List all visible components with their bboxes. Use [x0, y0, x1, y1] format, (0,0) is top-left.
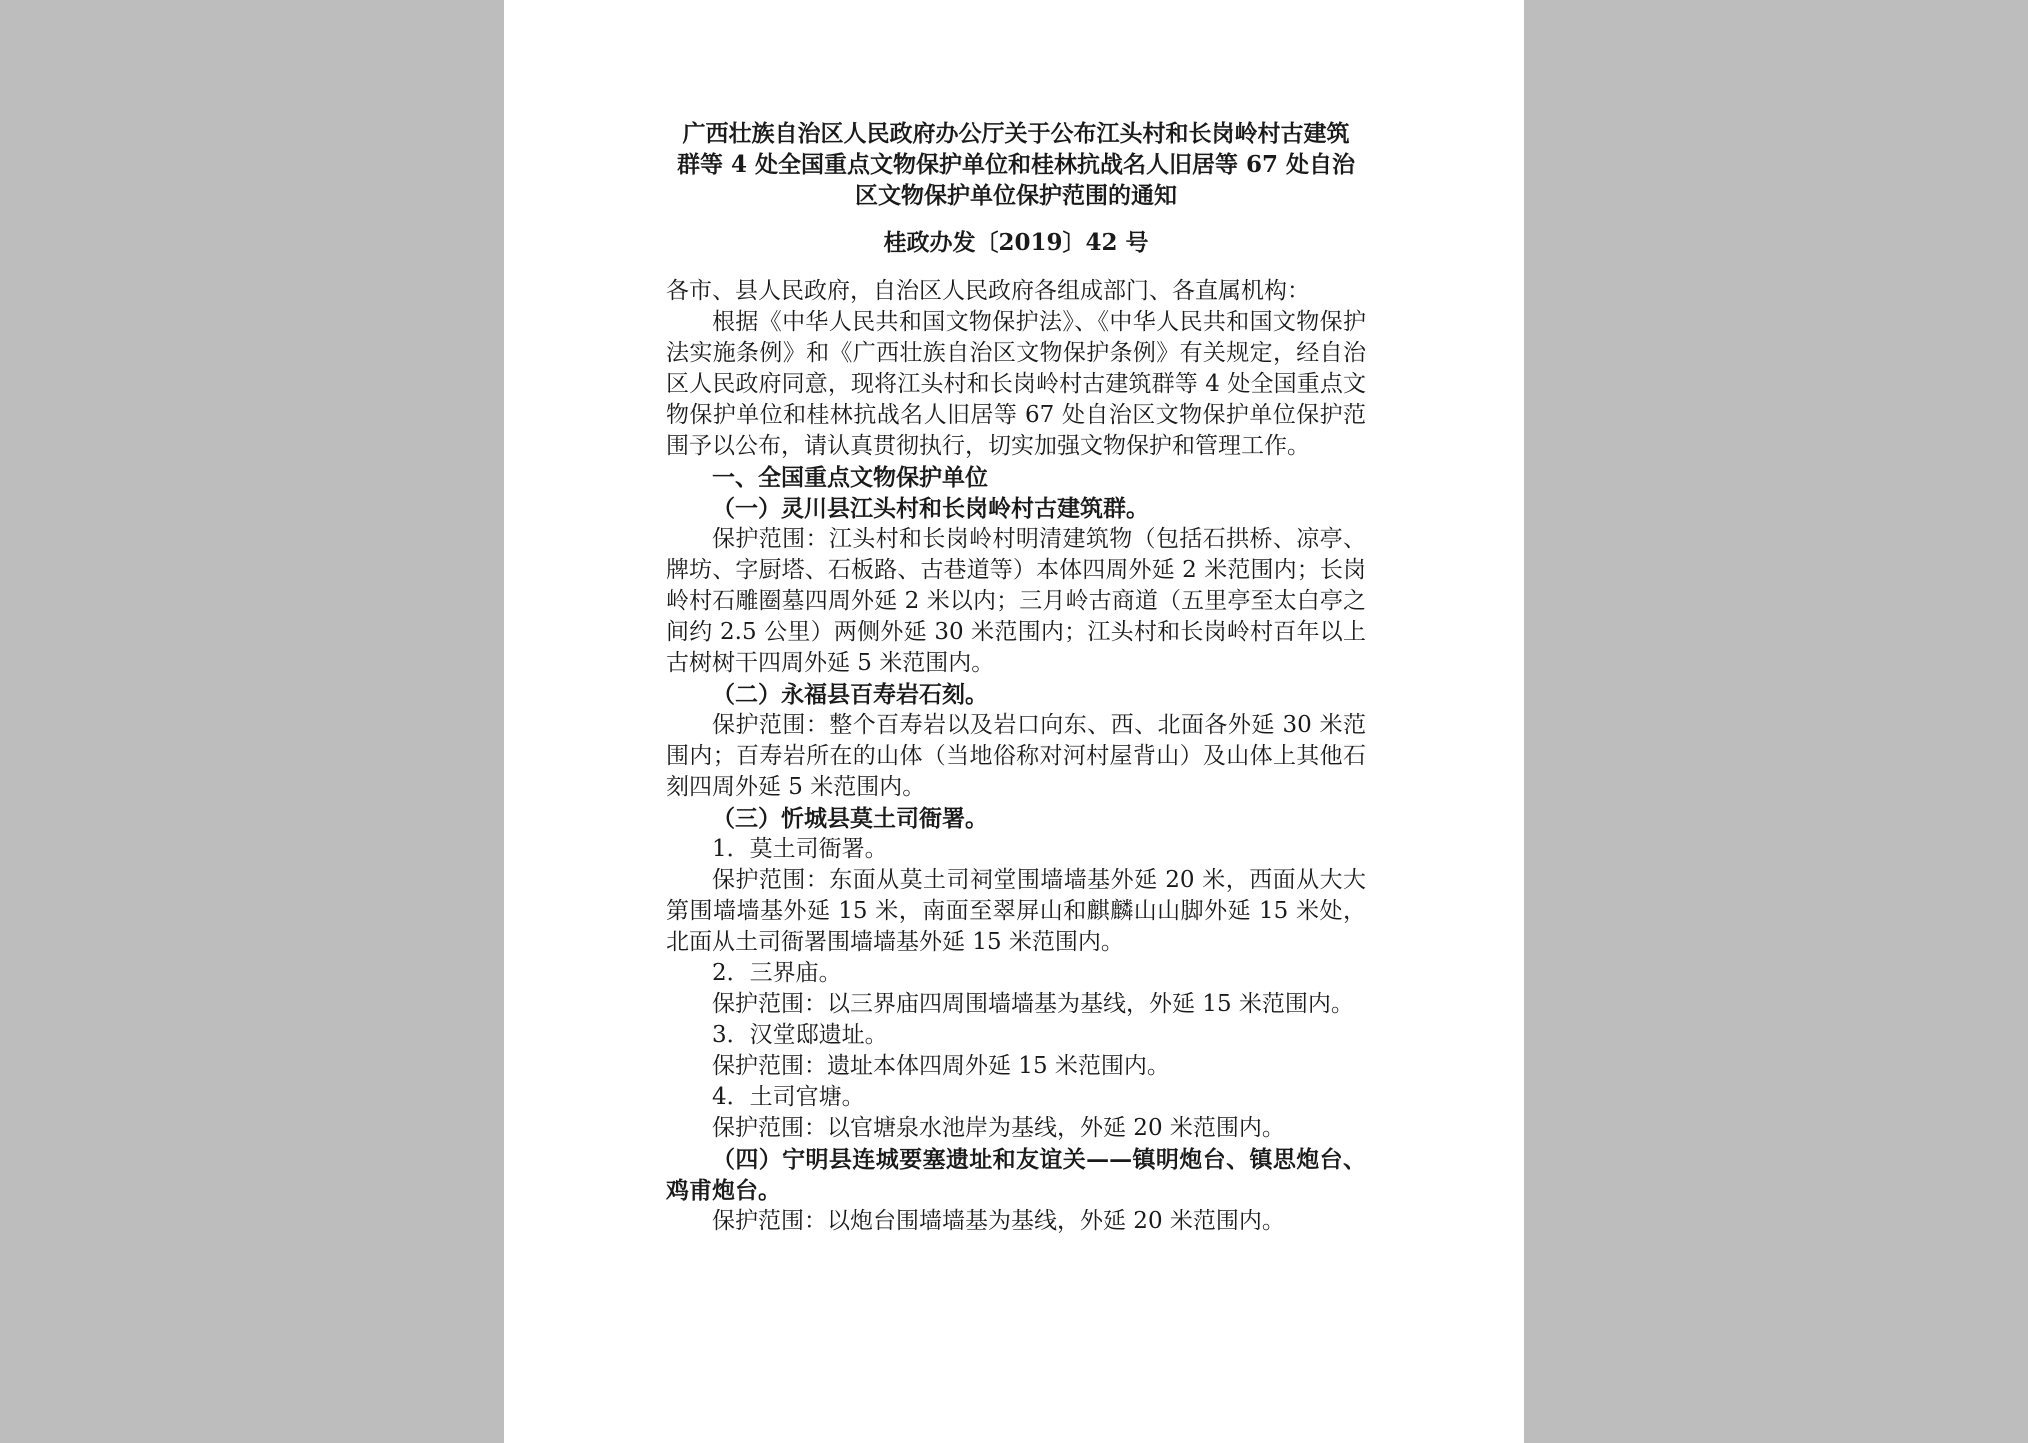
- document-title: [662, 118, 1370, 211]
- protection-range: 保护范围：遗址本体四周外延 15 米范围内。: [712, 1053, 1170, 1079]
- document-page: [504, 0, 1524, 1443]
- item-heading: （四）宁明县连城要塞遗址和友谊关——镇明炮台、镇思炮台、鸡甫炮台。: [666, 1146, 1366, 1204]
- subitem-name: 2．三界庙。: [712, 960, 842, 986]
- protection-range: 保护范围：以官塘泉水池岸为基线，外延 20 米范围内。: [712, 1115, 1285, 1141]
- title-line: 区文物保护单位保护范围的通知: [855, 182, 1177, 209]
- intro-paragraph: 根据《中华人民共和国文物保护法》、《中华人民共和国文物保护法实施条例》和《广西壮族自治区文物保护条例》有关规定，经自治区人民政府同意，现将江头村和长岗岭村古建筑群等 4 处全国重点文物保护单位和桂林抗战名人旧居等 67 处自治区文物保护单位保护范围予以公布，请认真贯彻执行，切实加强文物保护和管理工作。: [666, 309, 1366, 459]
- item-heading: （二）永福县百寿岩石刻。: [712, 681, 988, 708]
- title-line: 广西壮族自治区人民政府办公厅关于公布江头村和长岗岭村古建筑: [682, 120, 1350, 147]
- protection-range: 保护范围：以炮台围墙墙基为基线，外延 20 米范围内。: [712, 1208, 1285, 1234]
- document-content: [666, 118, 1366, 1237]
- protection-range: 保护范围：东面从莫土司祠堂围墙墙基外延 20 米，西面从大大第围墙墙基外延 15 米，南面至翠屏山和麒麟山山脚外延 15 米处，北面从土司衙署围墙墙基外延 15 米范围内。: [666, 867, 1366, 955]
- section-heading: 一、全国重点文物保护单位: [712, 464, 988, 491]
- item-heading: （一）灵川县江头村和长岗岭村古建筑群。: [712, 495, 1149, 522]
- addressee: 各市、县人民政府，自治区人民政府各组成部门、各直属机构：: [666, 278, 1310, 304]
- protection-range: 保护范围：整个百寿岩以及岩口向东、西、北面各外延 30 米范围内；百寿岩所在的山体（当地俗称对河村屋背山）及山体上其他石刻四周外延 5 米范围内。: [666, 712, 1366, 800]
- protection-range: 保护范围：以三界庙四周围墙墙基为基线，外延 15 米范围内。: [712, 991, 1354, 1017]
- subitem-name: 3．汉堂邸遗址。: [712, 1022, 888, 1048]
- subitem-name: 1．莫土司衙署。: [712, 836, 888, 862]
- protection-range: 保护范围：江头村和长岗岭村明清建筑物（包括石拱桥、凉亭、牌坊、字厨塔、石板路、古巷道等）本体四周外延 2 米范围内；长岗岭村石雕圈墓四周外延 2 米以内；三月岭古商道（五里亭至太白亭之间约 2.5 公里）两侧外延 30 米范围内；江头村和长岗岭村百年以上古树树干四周外延 5 米范围内。: [666, 526, 1366, 676]
- document-number: 桂政办发〔2019〕42 号: [883, 229, 1149, 256]
- title-line: 群等 4 处全国重点文物保护单位和桂林抗战名人旧居等 67 处自治: [676, 151, 1356, 178]
- subitem-name: 4．土司官塘。: [712, 1084, 865, 1110]
- item-heading: （三）忻城县莫土司衙署。: [712, 805, 988, 832]
